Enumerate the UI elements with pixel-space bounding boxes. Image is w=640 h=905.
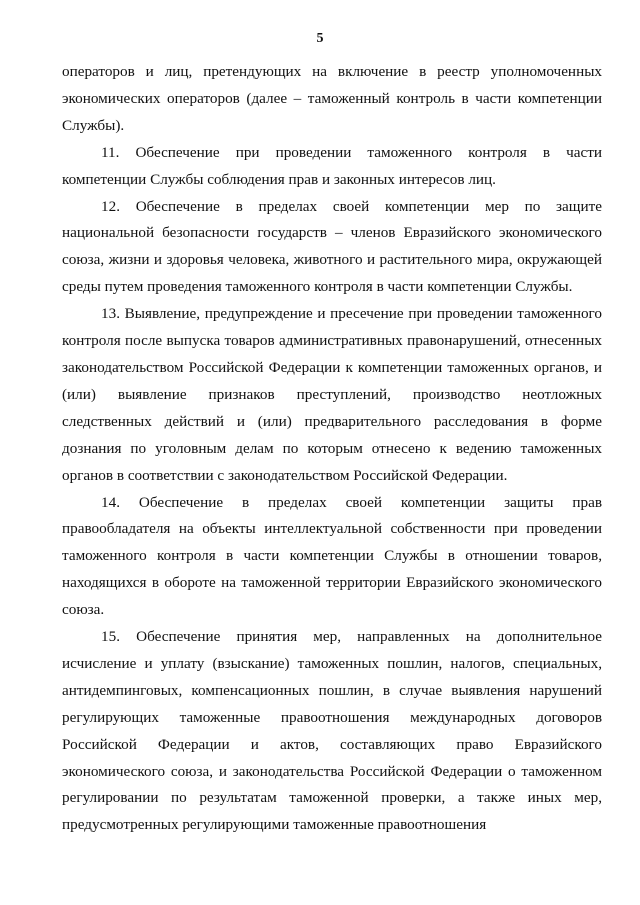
paragraph-continuation: операторов и лиц, претендующих на включение в реестр уполномоченных экономических операторов (далее – таможенный контроль в части компетенции Службы). <box>62 63 602 134</box>
page-number: 5 <box>316 31 324 46</box>
paragraph-item-12: 12. Обеспечение в пределах своей компетенции мер по защите национальной безопасности государств – членов Евразийского экономического союза, жизни и здоровья человека, животного и растительного мира, окружающей среды путем проведения таможенного контроля в части компетенции Службы. <box>62 197 602 296</box>
document-body <box>62 59 602 839</box>
paragraph-item-14: 14. Обеспечение в пределах своей компетенции защиты прав правообладателя на объекты интеллектуальной собственности при проведении таможенного контроля в части компетенции Службы в отношении товаров, находящихся в обороте на таможенной территории Евразийского экономического союза. <box>62 493 602 619</box>
paragraph-item-11: 11. Обеспечение при проведении таможенного контроля в части компетенции Службы соблюдения прав и законных интересов лиц. <box>62 143 602 188</box>
paragraph-item-13: 13. Выявление, предупреждение и пресечение при проведении таможенного контроля после выпуска товаров административных правонарушений, отнесенных законодательством Российской Федерации к компетенции таможенных органов, и (или) выявление признаков преступлений, производство неотложных следственных действий и (или) предварительного расследования в форме дознания по уголовным делам по которым отнесено к ведению таможенных органов в соответствии с законодательством Российской Федерации. <box>62 305 602 484</box>
paragraph-item-15: 15. Обеспечение принятия мер, направленных на дополнительное исчисление и уплату (взыскание) таможенных пошлин, налогов, специальных, антидемпинговых, компенсационных пошлин, в случае выявления нарушений регулирующих таможенные правоотношения международных договоров Российской Федерации и актов, составляющих право Евразийского экономического союза, и законодательства Российской Федерации о таможенном регулировании по результатам таможенной проверки, а также иных мер, предусмотренных регулирующими таможенные правоотношения <box>62 628 602 834</box>
